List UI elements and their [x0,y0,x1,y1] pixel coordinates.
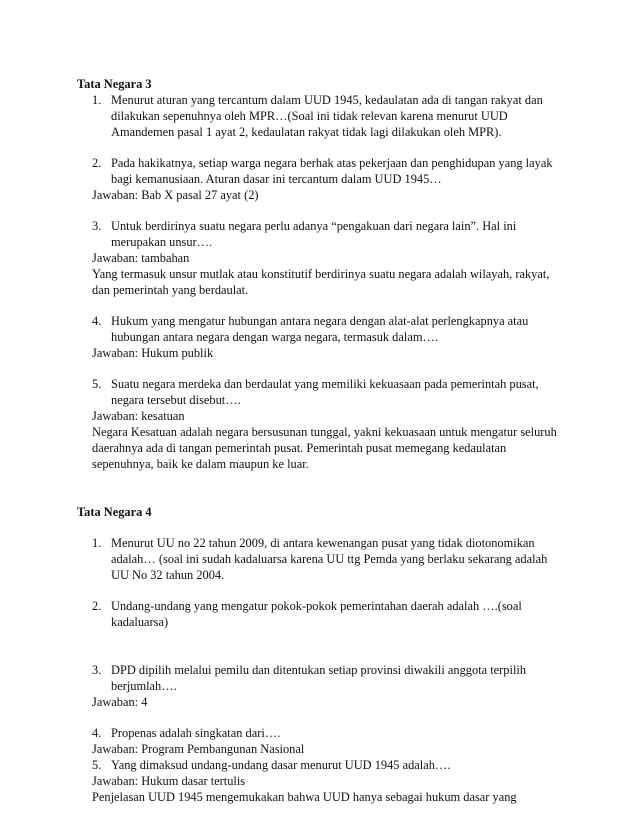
question-text: Pada hakikatnya, setiap warga negara berhak atas pekerjaan dan penghidupan yang layak bagi kemanusiaan. Aturan dasar ini tercantum dalam UUD 1945… [111,156,553,186]
question-number: 1. [92,93,102,107]
question-number: 2. [92,599,102,613]
section-title-tata-negara-3: Tata Negara 3 [77,77,152,91]
explanation-text: Penjelasan UUD 1945 mengemukakan bahwa UUD hanya sebagai hukum dasar yang [92,790,517,804]
answer-text: Jawaban: Program Pembangunan Nasional [92,742,305,756]
question-item [77,376,567,408]
question-item [77,662,567,694]
question-item [77,92,567,140]
section-title-tata-negara-4: Tata Negara 4 [77,505,152,519]
question-number: 5. [92,377,102,391]
question-item [77,313,567,345]
question-text: Hukum yang mengatur hubungan antara negara dengan alat-alat perlengkapnya atau hubungan antara negara dengan warga negara, termasuk dalam…. [111,314,529,344]
question-number: 5. [92,758,102,772]
explanation-text: Negara Kesatuan adalah negara bersusunan tunggal, yakni kekuasaan untuk mengatur seluruh daerahnya ada di tangan pemerintah pusat. Pemerintah pusat memegang kedaulatan sepenuhnya, baik ke dalam maupun ke luar. [92,425,557,471]
answer-text: Jawaban: Bab X pasal 27 ayat (2) [92,188,259,202]
question-item [77,725,567,741]
question-item [77,535,567,583]
question-item [77,757,567,773]
explanation-text: Yang termasuk unsur mutlak atau konstitutif berdirinya suatu negara adalah wilayah, rakyat, dan pemerintah yang berdaulat. [92,267,550,297]
question-item [77,598,567,630]
question-text: Menurut aturan yang tercantum dalam UUD 1945, kedaulatan ada di tangan rakyat dan dilakukan sepenuhnya oleh MPR…(Soal ini tidak relevan karena menurut UUD Amandemen pasal 1 ayat 2, kedaulatan rakyat tidak lagi dilakukan oleh MPR). [111,93,543,139]
question-item [77,218,567,250]
answer-text: Jawaban: Hukum publik [92,346,214,360]
question-text: Propenas adalah singkatan dari…. [111,726,281,740]
question-number: 3. [92,663,102,677]
question-text: Menurut UU no 22 tahun 2009, di antara kewenangan pusat yang tidak diotonomikan adalah… (soal ini sudah kadaluarsa karena UU ttg Pemda yang berlaku sekarang adalah UU No 32 tahun 2004. [111,536,548,582]
question-number: 1. [92,536,102,550]
question-text: Undang-undang yang mengatur pokok-pokok pemerintahan daerah adalah ….(soal kadaluarsa) [111,599,522,629]
question-text: Yang dimaksud undang-undang dasar menurut UUD 1945 adalah…. [111,758,451,772]
question-number: 4. [92,726,102,740]
answer-text: Jawaban: kesatuan [92,409,185,423]
answer-text: Jawaban: tambahan [92,251,190,265]
question-item [77,155,567,187]
answer-text: Jawaban: Hukum dasar tertulis [92,774,246,788]
question-number: 3. [92,219,102,233]
answer-text: Jawaban: 4 [92,695,148,709]
question-text: DPD dipilih melalui pemilu dan ditentukan setiap provinsi diwakili anggota terpilih berjumlah…. [111,663,527,693]
question-text: Suatu negara merdeka dan berdaulat yang memiliki kekuasaan pada pemerintah pusat, negara tersebut disebut…. [111,377,539,407]
question-number: 2. [92,156,102,170]
question-text: Untuk berdirinya suatu negara perlu adanya “pengakuan dari negara lain”. Hal ini merupakan unsur…. [111,219,517,249]
document-page [77,76,567,805]
question-number: 4. [92,314,102,328]
